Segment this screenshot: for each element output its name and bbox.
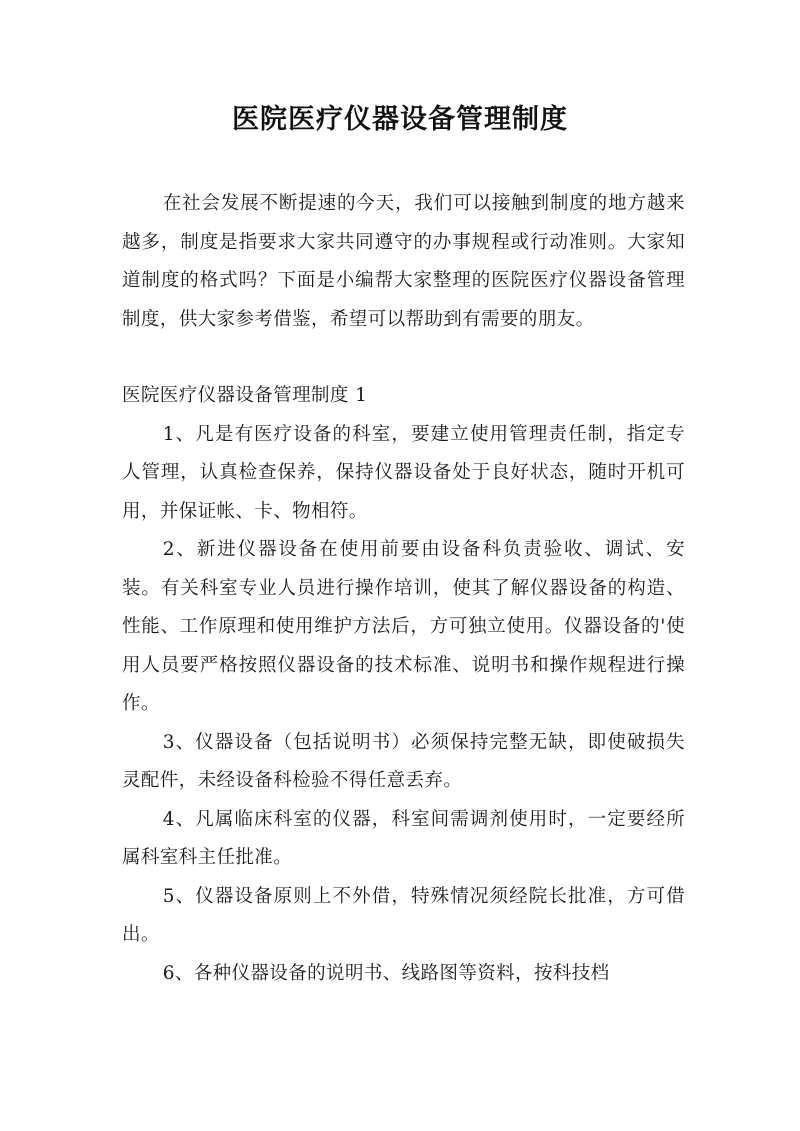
rule-item-3: 3、仪器设备（包括说明书）必须保持完整无缺，即使破损失灵配件，未经设备科检验不得任意丢弃。 [122, 731, 685, 791]
section-heading: 医院医疗仪器设备管理制度 1 [122, 385, 368, 406]
rule-item-2: 2、新进仪器设备在使用前要由设备科负责验收、调试、安装。有关科室专业人员进行操作培训，使其了解仪器设备的构造、性能、工作原理和使用维护方法后，方可独立使用。仪器设备的'使用人员要严格按照仪器设备的技术标准、说明书和操作规程进行操作。 [122, 539, 685, 714]
intro-paragraph: 在社会发展不断提速的今天，我们可以接触到制度的地方越来越多，制度是指要求大家共同遵守的办事规程或行动准则。大家知道制度的格式吗？下面是小编帮大家整理的医院医疗仪器设备管理制度，供大家参考借鉴，希望可以帮助到有需要的朋友。 [122, 193, 685, 330]
document-title: 医院医疗仪器设备管理制度 [232, 104, 568, 135]
document-body [122, 185, 685, 993]
rule-item-4: 4、凡属临床科室的仪器，科室间需调剂使用时，一定要经所属科室科主任批准。 [122, 808, 685, 868]
rule-item-6: 6、各种仪器设备的说明书、线路图等资料，按科技档 [162, 962, 610, 984]
paragraph-spacer [122, 339, 685, 377]
rule-item-1: 1、凡是有医疗设备的科室，要建立使用管理责任制，指定专人管理，认真检查保养，保持仪器设备处于良好状态，随时开机可用，并保证帐、卡、物相符。 [122, 423, 685, 522]
rule-item-5: 5、仪器设备原则上不外借，特殊情况须经院长批准，方可借出。 [122, 885, 685, 945]
